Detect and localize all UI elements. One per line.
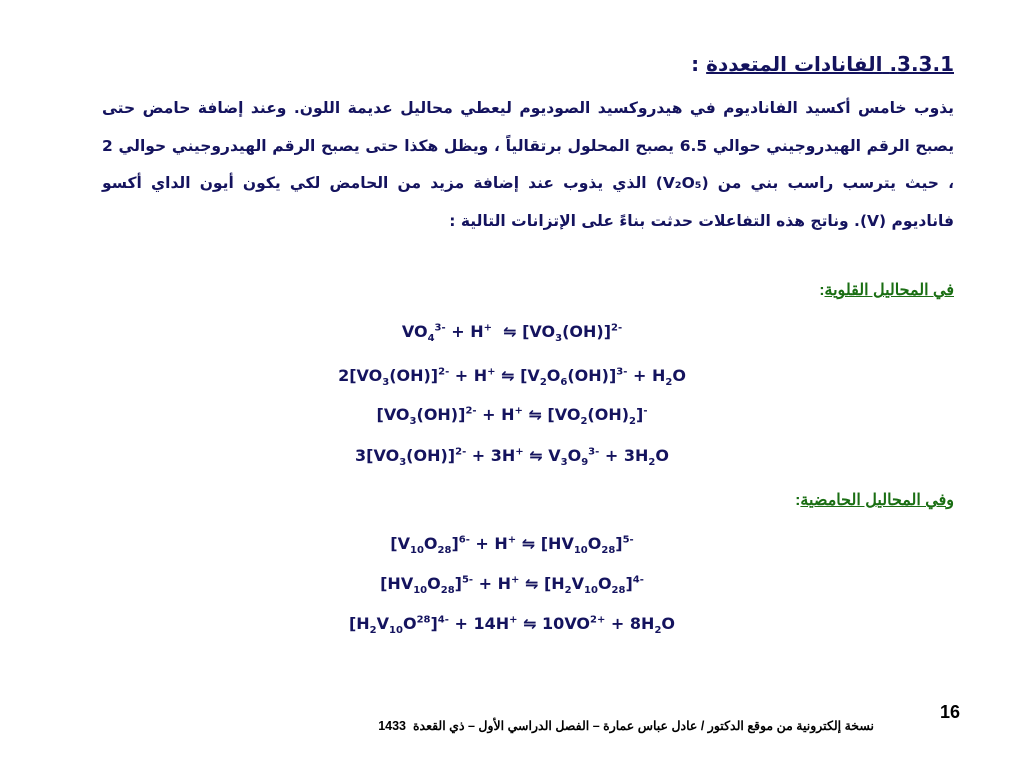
eq-superscript: + [483,322,492,334]
eq-subscript: 10 [409,545,424,557]
eq-part: O [661,614,676,633]
acidic-subheading-colon: : [795,492,801,509]
eq-subscript: 3 [560,457,568,469]
alkaline-subheading-colon: : [819,282,825,299]
equation-acidic-3 [0,614,1024,637]
intro-paragraph: يذوب خامس أكسيد الفاناديوم في هيدروكسيد الصوديوم ليعطي محاليل عديمة اللون. وعند إضافة حامض حتى يصبح الرقم الهيدروجيني حوالي 6.5 يصبح المحلول برتقالياً ، ويظل هكذا حتى يصبح الرقم الهيدروجيني حوالي 2 ، حيث يترسب راسب بني من (V₂O₅) الذي يذوب عند إضافة مزيد من الحامض لكي يكون أيون الداي أكسو فاناديوم (V). وناتج هذه التفاعلات حدثت بناءً على الإتزانات التالية : [102,99,955,230]
eq-part: + H [449,366,488,385]
eq-subscript: 2 [665,377,673,389]
eq-part: (OH)] [567,366,617,385]
eq-part: ⇋ [HV [516,534,574,553]
eq-part: (OH) [587,405,630,424]
eq-subscript: 2 [629,416,636,428]
eq-subscript: 10 [389,625,403,637]
eq-part: 2[VO [338,366,383,385]
eq-part: + 3H [599,446,649,465]
eq-subscript: 10 [413,585,428,597]
eq-part: ] [430,614,438,633]
section-title: الفانادات المتعددة [706,52,883,76]
eq-part: + H [445,322,484,341]
eq-part: ] [451,534,459,553]
eq-part: VO [401,322,428,341]
eq-part: O [587,534,602,553]
eq-part: [VO [376,405,410,424]
eq-part: ] [636,405,644,424]
eq-superscript: 4- [632,574,644,586]
page-number: 16 [939,702,960,722]
eq-superscript: 2- [465,405,477,417]
eq-superscript: 3- [616,366,628,378]
eq-subscript: 2 [580,416,588,428]
heading-suffix: : [691,52,707,76]
eq-part: O [402,614,417,633]
eq-subscript: 3 [409,416,417,428]
alkaline-subheading-text: في المحاليل القلوية [824,282,954,299]
eq-part: (OH)] [406,446,456,465]
acidic-subheading-text: وفي المحاليل الحامضية [800,492,954,509]
equation-acidic-1 [0,534,1024,557]
equation-acidic-2 [0,574,1024,597]
acidic-subheading [74,490,954,510]
eq-subscript: 10 [573,545,588,557]
eq-part: ⇋ 10VO [517,614,591,633]
eq-part: V [376,614,390,633]
eq-superscript: + [511,574,520,586]
eq-part: + 8H [605,614,655,633]
eq-superscript: 28 [416,614,431,626]
eq-part: O [597,574,612,593]
section-number: 3.3.1. [889,52,954,76]
eq-superscript: 5- [461,574,474,586]
eq-subscript: 10 [584,585,598,597]
section-heading [74,52,954,76]
eq-part: ] [625,574,633,593]
equation-alkaline-4 [0,446,1024,469]
eq-subscript: 4 [427,333,435,345]
eq-subscript: 28 [611,585,626,597]
eq-subscript: 2 [654,625,662,637]
eq-subscript: 28 [440,585,455,597]
eq-superscript: 5- [622,534,634,546]
eq-part: [V [390,534,410,553]
eq-part: + H [627,366,666,385]
eq-part: [HV [380,574,414,593]
eq-superscript: 2- [455,446,467,458]
eq-part: O [672,366,686,385]
eq-superscript: - [643,405,648,417]
eq-part: ⇋ [V [495,366,540,385]
eq-superscript: + [514,405,523,417]
eq-part: (OH)] [562,322,612,341]
eq-superscript: 3- [434,322,446,334]
eq-superscript: 2- [611,322,623,334]
eq-subscript: 2 [648,457,656,469]
eq-superscript: + [487,366,496,378]
eq-superscript: + [515,446,524,458]
eq-subscript: 3 [555,333,563,345]
eq-part: (OH)] [389,366,439,385]
eq-part: + 14H [448,614,510,633]
eq-superscript: + [509,614,518,626]
equation-alkaline-3 [0,405,1024,428]
eq-part: O [423,534,438,553]
eq-part: ⇋ [VO [491,322,556,341]
heading-title-line [706,52,954,76]
eq-part: V [571,574,585,593]
eq-subscript: 9 [581,457,589,469]
eq-part: 3[VO [355,446,400,465]
alkaline-subheading [74,280,954,300]
eq-part: ] [615,534,623,553]
eq-part: + H [476,405,515,424]
eq-superscript: 2+ [590,614,606,626]
eq-part: ] [454,574,462,593]
eq-subscript: 3 [399,457,407,469]
equation-alkaline-1 [0,322,1024,345]
footer-year: 1433 [378,719,407,733]
eq-superscript: 6- [458,534,470,546]
eq-subscript: 3 [382,377,390,389]
eq-subscript: 28 [601,545,616,557]
eq-part: O [655,446,669,465]
eq-subscript: 28 [437,545,452,557]
eq-part: O [546,366,561,385]
eq-subscript: 2 [564,585,572,597]
eq-part: O [427,574,441,593]
eq-part: + H [473,574,512,593]
eq-superscript: 4- [437,614,449,626]
eq-subscript: 2 [369,625,377,637]
eq-part: + 3H [466,446,516,465]
eq-part: ⇋ [H [519,574,565,593]
eq-superscript: 2- [438,366,450,378]
eq-part: [H [348,614,370,633]
footer-credit [174,718,874,733]
eq-part: ⇋ [VO [522,405,581,424]
eq-subscript: 2 [539,377,547,389]
eq-part: ⇋ V [523,446,561,465]
footer-text: نسخة إلكترونية من موقع الدكتور / عادل عباس عمارة – الفصل الدراسي الأول – ذي القعدة [412,719,874,733]
equation-alkaline-2 [0,366,1024,389]
eq-part: + H [469,534,508,553]
eq-part: O [567,446,582,465]
eq-subscript: 6 [560,377,568,389]
eq-superscript: + [507,534,517,546]
eq-superscript: 3- [588,446,600,458]
eq-part: (OH)] [416,405,466,424]
